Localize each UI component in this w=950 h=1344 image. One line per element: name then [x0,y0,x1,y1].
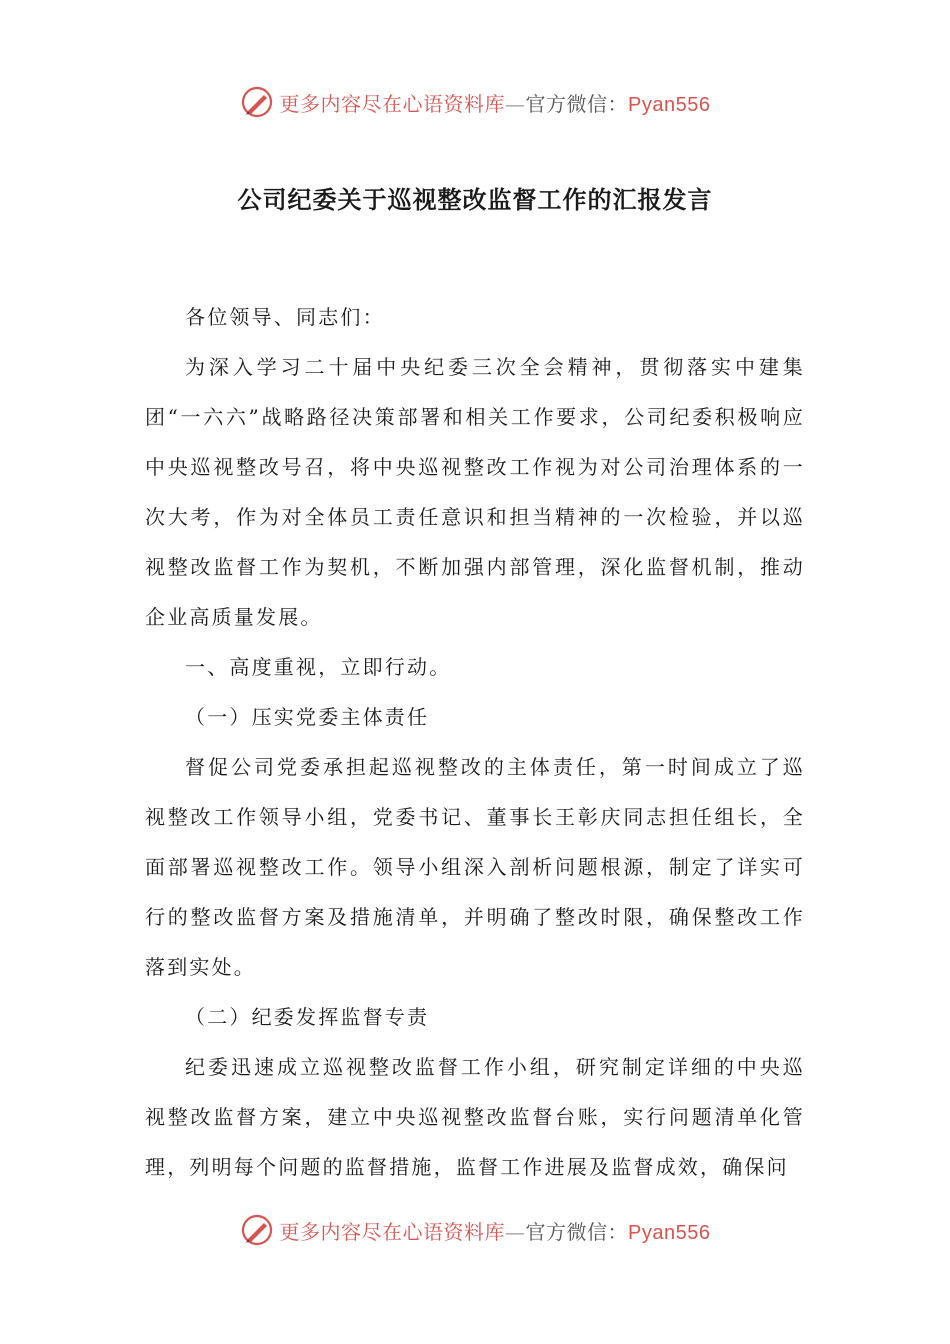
intro-paragraph: 为深入学习二十届中央纪委三次全会精神，贯彻落实中建集团“一六六”战略路径决策部署和相关工作要求，公司纪委积极响应中央巡视整改号召，将中央巡视整改工作视为对公司治理体系的一次大考，作为对全体员工责任意识和担当精神的一次检验，并以巡视整改监督工作为契机，不断加强内部管理，深化监督机制，推动企业高质量发展。 [145,355,805,629]
banner-wechat-label: 官方微信： [525,91,629,116]
subsection-heading-1: （一）压实党委主体责任 [185,705,430,729]
banner-main-text: 更多内容尽在心语资料库 [279,91,506,116]
body-paragraph: 纪委迅速成立巡视整改监督工作小组，研究制定详细的中央巡视整改监督方案，建立中央巡视整改监督台账，实行问题清单化管理，列明每个问题的监督措施，监督工作进展及监督成效，确保问 [145,1055,805,1179]
banner-dash: — [505,1219,526,1244]
pen-logo-icon [240,85,274,119]
banner-wechat-id: Pyan556 [628,93,711,116]
banner-text [280,1216,711,1245]
pen-logo-icon [240,1213,274,1247]
banner-wechat-id: Pyan556 [628,1221,711,1244]
banner-text [280,88,711,117]
document-body [145,292,805,1192]
subsection-heading-2: （二）纪委发挥监督专责 [185,1005,430,1029]
section-heading-1: 一、高度重视，立即行动。 [185,655,452,679]
banner-wechat-label: 官方微信： [525,1219,629,1244]
banner-main-text: 更多内容尽在心语资料库 [279,1219,506,1244]
body-paragraph: 督促公司党委承担起巡视整改的主体责任，第一时间成立了巡视整改工作领导小组，党委书记、董事长王彰庆同志担任组长，全面部署巡视整改工作。领导小组深入剖析问题根源，制定了详实可行的整改监督方案及措施清单，并明确了整改时限，确保整改工作落到实处。 [145,755,805,979]
greeting: 各位领导、同志们： [185,305,385,329]
header-banner [0,80,950,124]
footer-banner [0,1208,950,1252]
document-title: 公司纪委关于巡视整改监督工作的汇报发言 [237,186,713,214]
banner-dash: — [505,91,526,116]
